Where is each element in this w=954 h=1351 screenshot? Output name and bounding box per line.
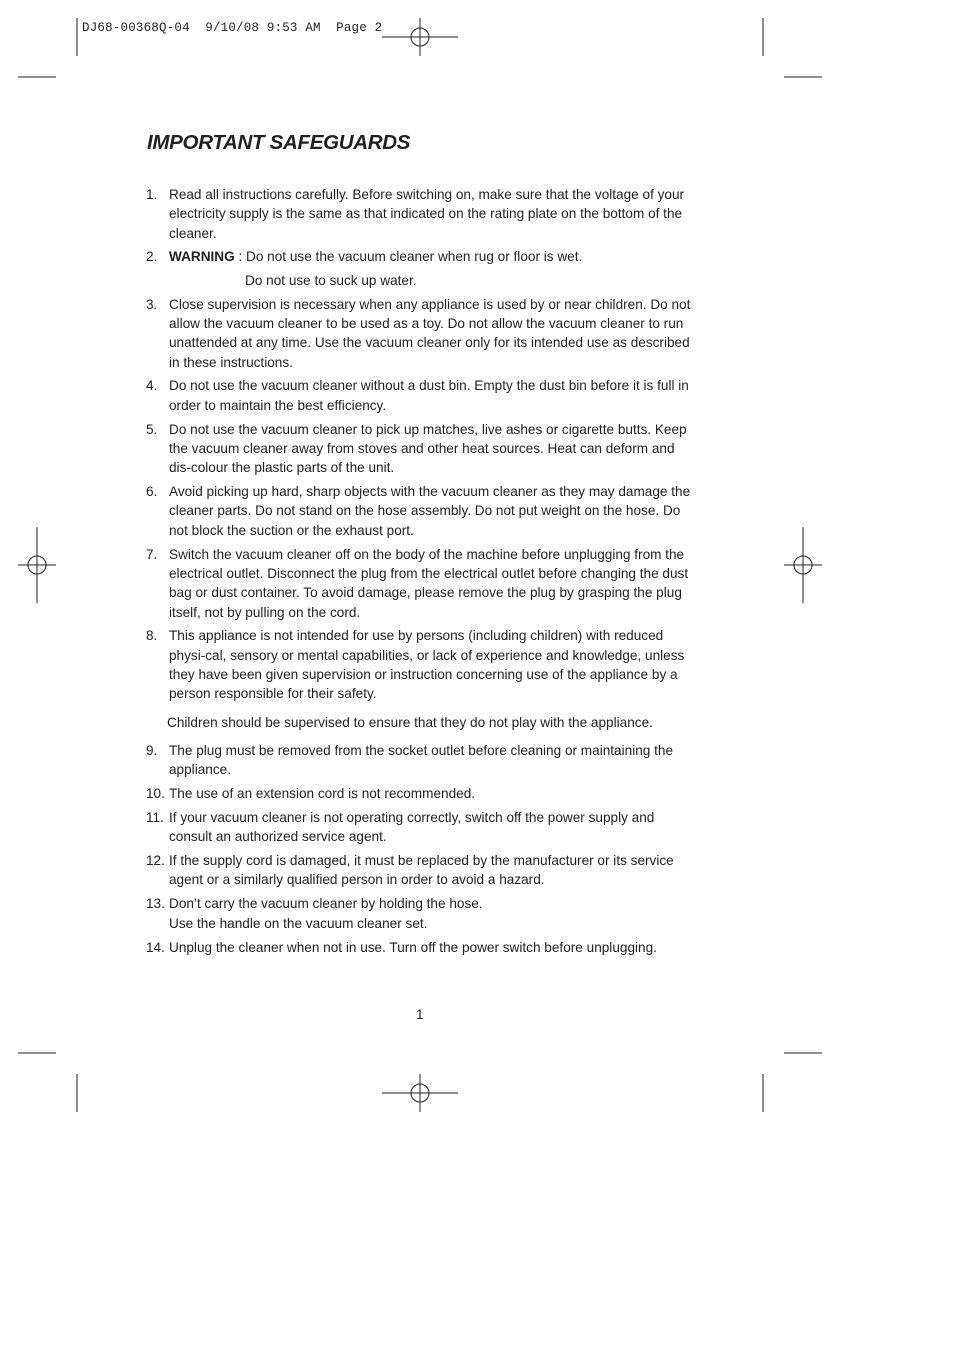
list-item (146, 851, 696, 890)
item-number: 10. (146, 786, 165, 802)
item-number: 5. (146, 421, 158, 437)
item-number: 8. (146, 628, 158, 644)
item-number: 4. (146, 378, 158, 394)
registration-mark-top (382, 18, 458, 56)
item-text: The use of an extension cord is not recommended. (169, 786, 476, 802)
list-item (146, 784, 696, 803)
list-item (146, 626, 696, 703)
item-text: Switch the vacuum cleaner off on the body of the machine before unplugging from the electrical outlet. Disconnect the plug from the electrical outlet before changing the dust bag or dust container. To avoid damage, please remove the plug by grasping the plug itself, not by pulling on the cord. (169, 546, 689, 620)
item-text-continued: Do not use to suck up water. (245, 272, 417, 288)
list-item (146, 894, 696, 933)
list-item (146, 295, 696, 372)
list-item (146, 808, 696, 847)
item-number: 13. (146, 896, 165, 912)
item-number: 1. (146, 187, 158, 202)
item-text-continued: Use the handle on the vacuum cleaner set. (169, 915, 428, 931)
item-text: The plug must be removed from the socket outlet before cleaning or maintaining the appliance. (169, 742, 674, 778)
item-text: : Do not use the vacuum cleaner when rug or floor is wet. (234, 249, 583, 265)
item-text: Avoid picking up hard, sharp objects with the vacuum cleaner as they may damage the cleaner parts. Do not stand on the hose assembly. Do not put weight on the hose. Do not block the suction or the exhaust port. (169, 484, 691, 538)
list-item (146, 482, 696, 540)
item-number: 11. (146, 809, 164, 825)
item-number: 6. (146, 484, 158, 500)
list-item (146, 185, 696, 243)
item-text: If the supply cord is damaged, it must be replaced by the manufacturer or its service agent or a similarly qualified person in order to avoid a hazard. (169, 853, 674, 888)
item-text: Do not use the vacuum cleaner without a dust bin. Empty the dust bin before it is full in order to maintain the best efficiency. (169, 378, 689, 413)
item-text: Unplug the cleaner when not in use. Turn off the power switch before unplugging. (169, 939, 657, 955)
list-item-warning (146, 247, 696, 290)
warning-label: WARNING (169, 249, 235, 265)
list-item (146, 741, 696, 780)
item-text: Do not use the vacuum cleaner to pick up matches, live ashes or cigarette butts. Keep the vacuum cleaner away from stoves and other heat sources. Heat can deform and dis-colour the plastic parts of the unit. (169, 421, 687, 476)
list-item (146, 376, 696, 415)
safeguards-list (146, 185, 696, 961)
item-number: 9. (146, 742, 158, 758)
item-number: 2. (146, 249, 158, 265)
page-number: 1 (416, 1007, 424, 1022)
registration-mark-right (784, 527, 822, 603)
children-note: Children should be supervised to ensure that they do not play with the appliance. (167, 714, 653, 730)
list-item (146, 545, 696, 622)
list-item (146, 420, 696, 478)
item-text: If your vacuum cleaner is not operating correctly, switch off the power supply and consult an authorized service agent. (169, 809, 655, 845)
registration-mark-left (18, 527, 56, 603)
registration-mark-bottom (382, 1074, 458, 1112)
page-title: IMPORTANT SAFEGUARDS (147, 131, 411, 154)
item-number: 3. (146, 296, 158, 312)
item-number: 7. (146, 546, 158, 562)
item-text: This appliance is not intended for use by persons (including children) with reduced physi-cal, sensory or mental capabilities, or lack of experience and knowledge, unless they have been given supervision or instruction concerning use of the appliance by a person responsible for their safety. (169, 628, 685, 702)
item-number: 12. (146, 853, 165, 869)
print-slug: DJ68-00368Q-04 9/10/08 9:53 AM Page 2 (82, 21, 383, 35)
list-item (146, 938, 696, 957)
item-text: Read all instructions carefully. Before switching on, make sure that the voltage of your electricity supply is the same as that indicated on the rating plate on the bottom of the cleaner. (169, 187, 685, 241)
item-number: 14. (146, 939, 165, 955)
item-text: Don’t carry the vacuum cleaner by holding the hose. (169, 896, 483, 912)
item-text: Close supervision is necessary when any appliance is used by or near children. Do not allow the vacuum cleaner to be used as a toy. Do not allow the vacuum cleaner to run unattended at any time. Use the vacuum cleaner only for its intended use as described in these instructions. (169, 296, 691, 370)
